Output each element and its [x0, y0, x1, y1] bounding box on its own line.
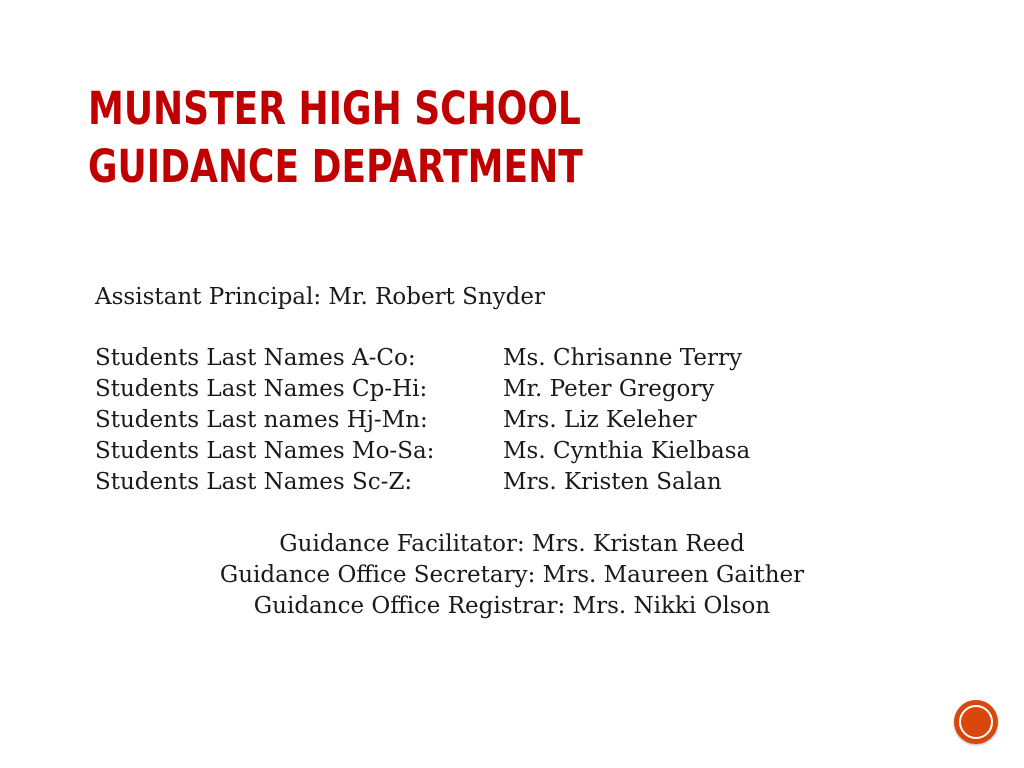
assistant-principal: Assistant Principal: Mr. Robert Snyder	[95, 284, 546, 310]
counselor-name: Ms. Chrisanne Terry	[503, 345, 742, 371]
last-name-range: Students Last Names Mo-Sa:	[95, 438, 435, 464]
counselor-name: Ms. Cynthia Kielbasa	[503, 438, 751, 464]
staff-line	[0, 529, 1024, 560]
last-name-range: Students Last Names Sc-Z:	[95, 469, 413, 495]
title-line-2: GUIDANCE DEPARTMENT	[88, 140, 583, 193]
counselor-name: Mrs. Liz Keleher	[503, 407, 697, 433]
guidance-facilitator: Guidance Facilitator: Mrs. Kristan Reed	[279, 531, 745, 557]
counselor-name: Mrs. Kristen Salan	[503, 469, 722, 495]
staff-line	[0, 591, 1024, 622]
staff-list	[0, 529, 1024, 622]
office-secretary: Guidance Office Secretary: Mrs. Maureen Gaither	[219, 562, 805, 588]
last-name-range: Students Last Names Cp-Hi:	[95, 376, 428, 402]
staff-line	[0, 560, 1024, 591]
counselor-name: Mr. Peter Gregory	[503, 376, 715, 402]
nav-ring	[959, 705, 993, 739]
title-line-1: MUNSTER HIGH SCHOOL	[88, 82, 581, 135]
last-name-range: Students Last names Hj-Mn:	[95, 407, 428, 433]
slide-title	[88, 80, 583, 196]
office-registrar: Guidance Office Registrar: Mrs. Nikki Olson	[253, 593, 771, 619]
last-name-range: Students Last Names A-Co:	[95, 345, 416, 371]
circle-nav-icon[interactable]	[954, 700, 998, 744]
